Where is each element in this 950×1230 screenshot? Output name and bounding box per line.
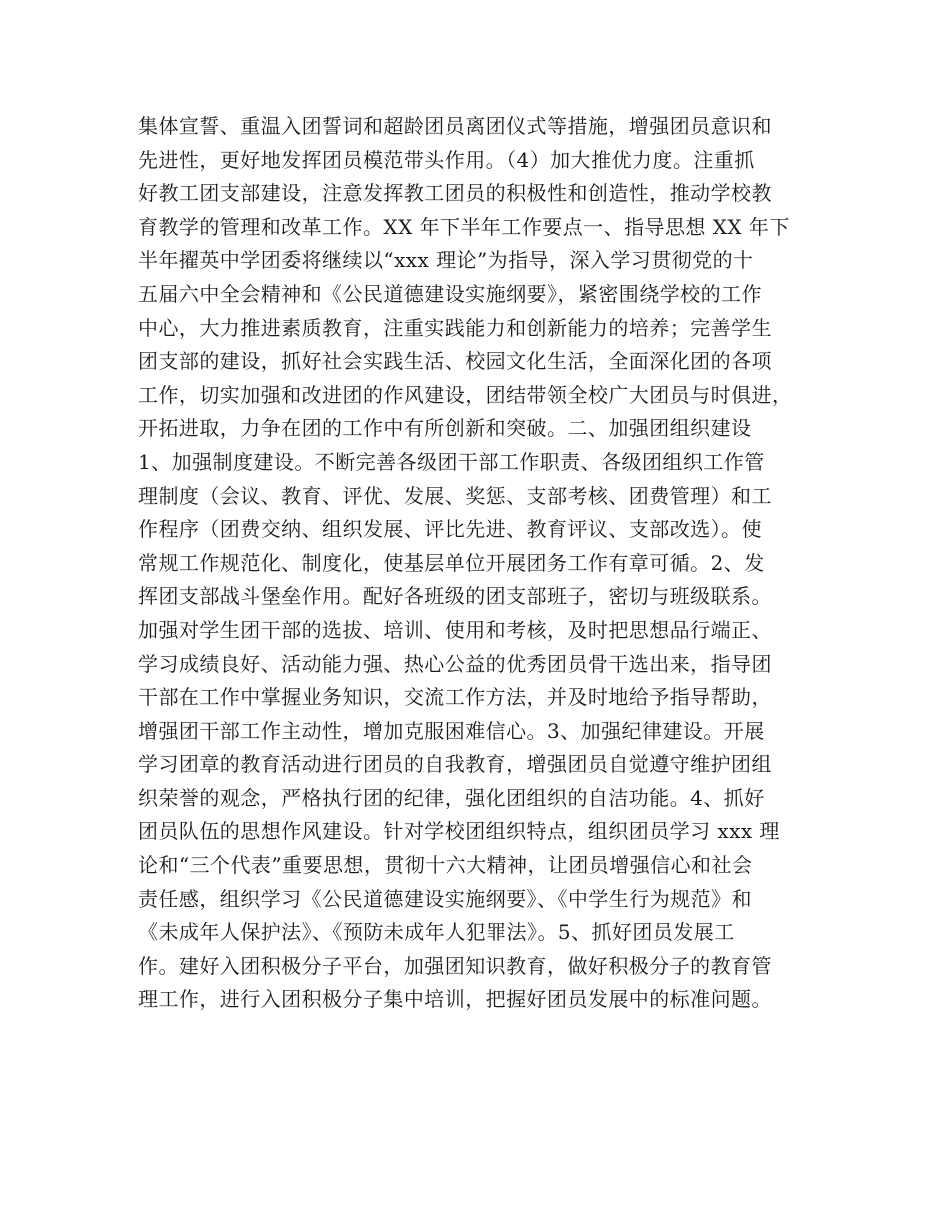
text-line: 《未成年人保护法》、《预防未成年人犯罪法》。5、抓好团员发展工 <box>138 920 735 945</box>
text-line: 理工作，进行入团积极分子集中培训，把握好团员发展中的标准问题。 <box>138 987 772 1012</box>
text-line: 干部在工作中掌握业务知识，交流工作方法，并及时地给予指导帮助， <box>138 685 772 710</box>
text-line: 集体宣誓、重温入团誓词和超龄团员离团仪式等措施，增强团员意识和 <box>138 114 772 138</box>
text-line: 挥团支部战斗堡垒作用。配好各班级的团支部班子，密切与班级联系。 <box>138 584 772 609</box>
body-text <box>138 110 828 1017</box>
text-line: 育教学的管理和改革工作。XX 年下半年工作要点一、指导思想 XX 年下 <box>138 214 790 239</box>
text-line: 中心，大力推进素质教育，注重实践能力和创新能力的培养；完善学生 <box>138 315 772 340</box>
text-line: 工作，切实加强和改进团的作风建设，团结带领全校广大团员与时俱进， <box>138 382 793 407</box>
text-line: 织荣誉的观念，严格执行团的纪律，强化团组织的自洁功能。4、抓好 <box>138 785 765 810</box>
text-line: 团支部的建设，抓好社会实践生活、校园文化生活，全面深化团的各项 <box>138 349 772 374</box>
text-line: 先进性，更好地发挥团员模范带头作用。（4）加大推优力度。注重抓 <box>138 147 755 172</box>
text-line: 常规工作规范化、制度化，使基层单位开展团务工作有章可循。2、发 <box>138 550 765 575</box>
text-line: 半年擢英中学团委将继续以“xxx 理论”为指导，深入学习贯彻党的十 <box>138 248 754 273</box>
text-line: 作程序（团费交纳、组织发展、评比先进、教育评议、支部改选）。使 <box>138 517 762 542</box>
text-line: 责任感，组织学习《公民道德建设实施纲要》、《中学生行为规范》和 <box>138 886 752 911</box>
text-line: 理制度（会议、教育、评优、发展、奖惩、支部考核、团费管理）和工 <box>138 483 772 508</box>
text-line: 1、加强制度建设。不断完善各级团干部工作职责、各级团组织工作管 <box>138 449 765 474</box>
text-line: 论和“三个代表”重要思想，贯彻十六大精神，让团员增强信心和社会 <box>138 853 753 878</box>
text-line: 增强团干部工作主动性，增加克服困难信心。3、加强纪律建设。开展 <box>138 718 765 743</box>
text-line: 学习团章的教育活动进行团员的自我教育，增强团员自觉遵守维护团组 <box>138 752 772 777</box>
text-line: 五届六中全会精神和《公民道德建设实施纲要》，紧密围绕学校的工作 <box>138 281 762 306</box>
text-line: 作。建好入团积极分子平台，加强团知识教育，做好积极分子的教育管 <box>138 953 772 978</box>
text-line: 开拓进取，力争在团的工作中有所创新和突破。二、加强团组织建设 <box>138 416 752 441</box>
text-line: 学习成绩良好、活动能力强、热心公益的优秀团员骨干选出来，指导团 <box>138 651 772 676</box>
text-line: 加强对学生团干部的选拔、培训、使用和考核，及时把思想品行端正、 <box>138 617 772 642</box>
text-line: 好教工团支部建设，注意发挥教工团员的积极性和创造性，推动学校教 <box>138 181 772 206</box>
text-line: 团员队伍的思想作风建设。针对学校团组织特点，组织团员学习 xxx 理 <box>138 819 780 844</box>
